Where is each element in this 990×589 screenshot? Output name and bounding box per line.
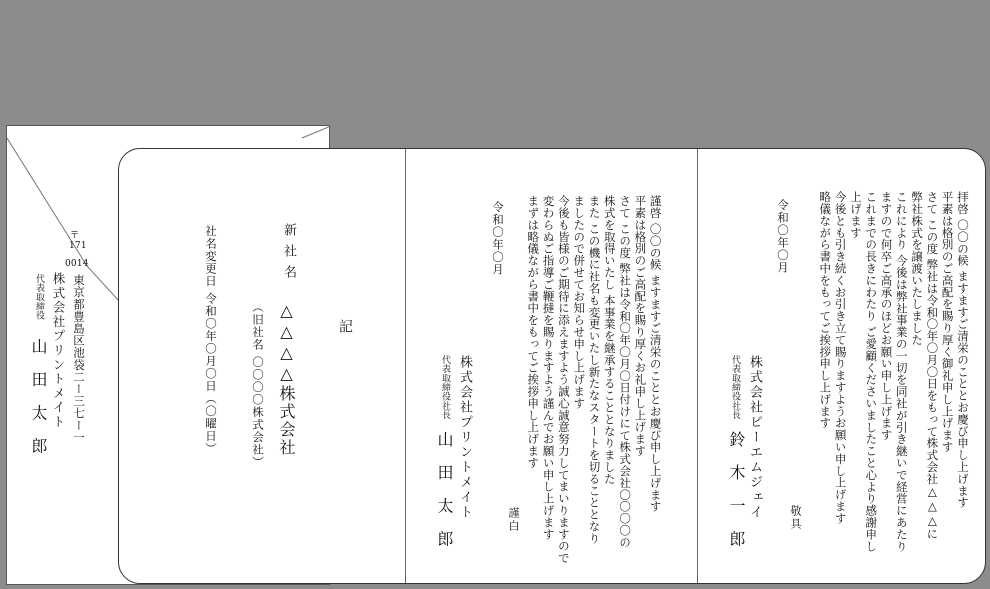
- signer-name: 山 田 太 郎: [435, 431, 454, 553]
- letter-line: ましたので併せてお知らせ申し上げます: [572, 195, 587, 410]
- closing-word: 謹白: [507, 507, 520, 533]
- letter-body: [525, 195, 663, 564]
- letter-line: これにより 今後は弊社事業の一切を同社が引き継いで経営にあたり: [894, 191, 909, 553]
- letter-line: 弊社株式を譲渡いたしました: [910, 191, 925, 346]
- letter-line: まずは略儀ながら書中をもってご挨拶申し上げます: [526, 195, 541, 469]
- letter-line: 上げます: [848, 191, 863, 239]
- letter-line: 変わらぬご指導ご鞭撻を賜りますよう謹んでお願い申し上げます: [541, 195, 556, 541]
- letter-line: 謹啓 〇〇の候 ますますご清栄のこととお慶び申し上げます: [648, 195, 663, 513]
- notice-heading: 記: [337, 319, 353, 333]
- letter-line: 平素は格別のご高配を賜り厚く御礼申し上げます: [940, 191, 955, 453]
- signer-title: 代表取締役社長: [730, 355, 740, 420]
- sender-address: 東京都豊島区池袋二ー三七ー一: [72, 274, 86, 444]
- fold-line: [405, 149, 406, 583]
- letter-line: これまでの長きにわたり ご愛顧くださいましたこと心より感謝申し: [864, 191, 879, 553]
- letter-line: 今後も皆様のご期待に添えますよう誠心誠意努力してまいりますので: [556, 195, 571, 564]
- signer-company: 株式会社プリントメイト: [457, 355, 472, 520]
- letter-line: 平素は格別のご高配を賜り厚くお礼申し上げます: [633, 195, 648, 457]
- letter-date: 令和〇年〇月: [491, 201, 505, 276]
- signer-company: 株式会社ピーエムジェイ: [747, 355, 762, 520]
- letter-line: 株式を取得いたし 本事業を継承することとなりました: [602, 195, 617, 485]
- new-company-name: △△△△株式会社: [277, 301, 296, 457]
- fold-line: [697, 149, 698, 583]
- letter-line: さて この度 弊社は令和〇年〇月〇日付けにて株式会社〇〇〇〇の: [618, 195, 633, 549]
- letter-body: [817, 191, 970, 552]
- postal-code-1: 171: [69, 241, 87, 251]
- old-company-name: （旧社名 〇〇〇〇株式会社）: [251, 301, 265, 469]
- signer-title: 代表取締役社長: [440, 355, 450, 420]
- letter-line: 今後とも引き続くお引き立て賜りますようお願い申し上げます: [833, 191, 848, 525]
- closing-word: 敬具: [789, 505, 802, 531]
- letter-line: さて この度 弊社は令和〇年〇月〇日をもって株式会社△△△に: [925, 191, 940, 540]
- sender-title: 代表取締役: [34, 274, 44, 320]
- sender-name: 山 田 太 郎: [29, 338, 48, 460]
- letter-line: 略儀ながら書中をもってご挨拶申し上げます: [818, 191, 833, 429]
- letter-line: また この機に社名も変更いたし新たなスタートを切ることとなり: [587, 195, 602, 545]
- letter-date: 令和〇年〇月: [776, 199, 790, 274]
- letter-line: ますので何卒ご高承のほどお願い申し上げます: [879, 191, 894, 441]
- greeting-card: [118, 148, 986, 584]
- new-name-label: 新 社 名: [281, 223, 296, 281]
- change-date: 社名変更日 令和〇年〇月〇日（〇曜日）: [204, 225, 218, 455]
- signer-name: 鈴 木 一 郎: [727, 431, 746, 553]
- postal-code-2: 0014: [65, 259, 89, 269]
- postal-mark: 〒: [68, 230, 78, 240]
- letter-line: 拝啓 〇〇の候 ますますご清栄のこととお慶び申し上げます: [955, 191, 970, 509]
- sender-company: 株式会社プリントメイト: [51, 272, 66, 430]
